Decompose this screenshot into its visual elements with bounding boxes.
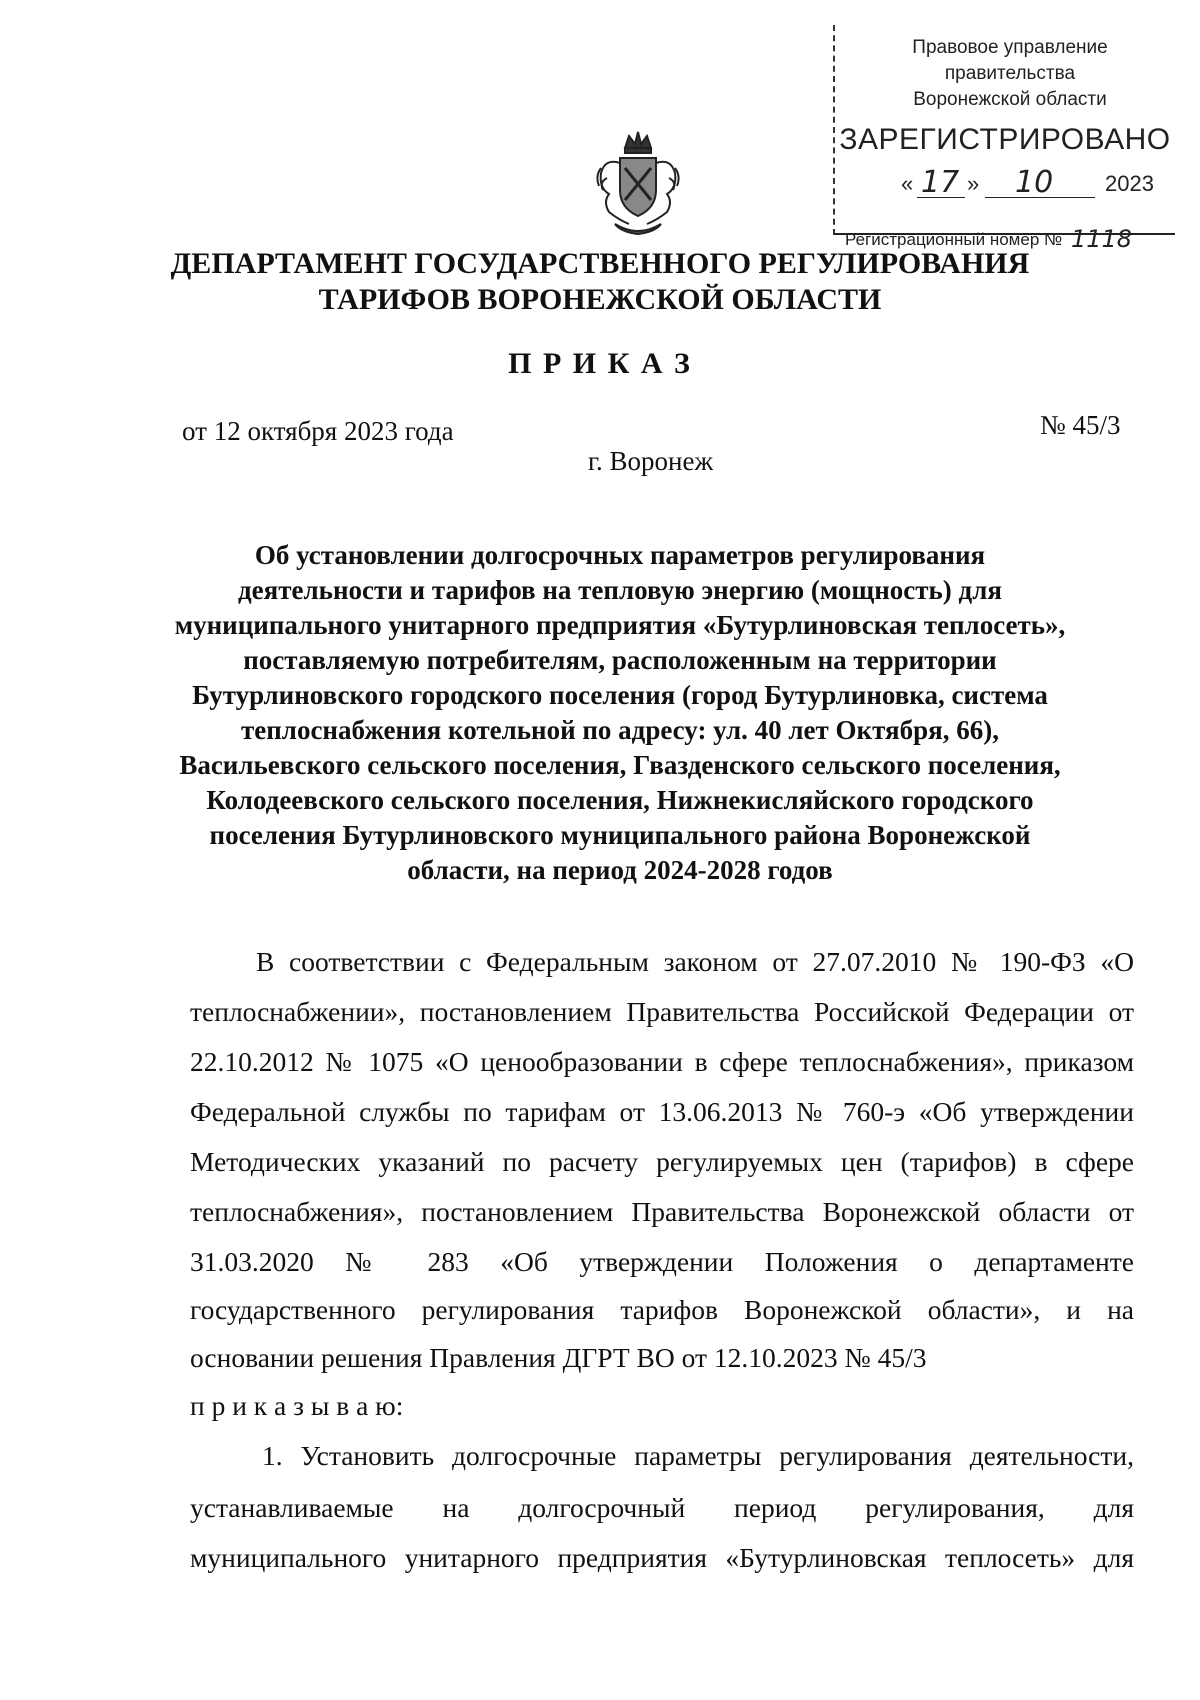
stamp-date-open-quote: « bbox=[901, 171, 914, 196]
preamble-line: теплоснабжении», постановлением Правительства Российской Федерации от bbox=[190, 996, 1134, 1027]
item-line: муниципального унитарного предприятия «Бутурлиновская теплосеть» для bbox=[190, 1542, 1134, 1573]
item-line: 1. Установить долгосрочные параметры регулирования деятельности, bbox=[262, 1440, 1134, 1471]
stamp-org-line2: Воронежской области bbox=[913, 89, 1107, 110]
coat-of-arms-icon bbox=[595, 128, 681, 238]
item-line: устанавливаемые на долгосрочный период регулирования, для bbox=[190, 1492, 1134, 1523]
title-line: муниципального унитарного предприятия «Бутурлиновская теплосеть», bbox=[174, 610, 1066, 640]
title-line: Колодеевского сельского поселения, Нижнекисляйского городского bbox=[206, 785, 1034, 815]
stamp-registered: ЗАРЕГИСТРИРОВАНО bbox=[839, 123, 1171, 156]
preamble-line: теплоснабжения», постановлением Правительства Воронежской области от bbox=[190, 1196, 1134, 1227]
document-city: г. Воронеж bbox=[588, 446, 714, 476]
preamble-line: Федеральной службы по тарифам от 13.06.2013 № 760-э «Об утверждении bbox=[190, 1096, 1134, 1127]
preamble-line: 22.10.2012 № 1075 «О ценообразовании в сфере теплоснабжения», приказом bbox=[190, 1046, 1134, 1077]
preamble-line: Методических указаний по расчету регулируемых цен (тарифов) в сфере bbox=[190, 1146, 1134, 1177]
stamp-date bbox=[855, 165, 1175, 207]
title-line: Об установлении долгосрочных параметров регулирования bbox=[254, 540, 986, 570]
document-number: № 45/3 bbox=[1040, 410, 1121, 440]
department-line2: ТАРИФОВ ВОРОНЕЖСКОЙ ОБЛАСТИ bbox=[318, 283, 882, 316]
preamble-line: основании решения Правления ДГРТ ВО от 12.10.2023 № 45/3 bbox=[190, 1342, 927, 1373]
stamp-date-day: 17 bbox=[921, 165, 960, 200]
title-line: деятельности и тарифов на тепловую энергию (мощность) для bbox=[238, 575, 1002, 605]
title-line: поселения Бутурлиновского муниципального района Воронежской bbox=[209, 820, 1031, 850]
stamp-date-year: 2023 bbox=[1105, 171, 1154, 196]
title-line: теплоснабжения котельной по адресу: ул. 40 лет Октября, 66), bbox=[241, 715, 999, 745]
stamp-reg-number-label: Регистрационный номер № bbox=[845, 230, 1063, 249]
preamble-line: В соответствии с Федеральным законом от 27.07.2010 № 190-ФЗ «О bbox=[256, 946, 1134, 977]
title-line: области, на период 2024-2028 годов bbox=[407, 855, 833, 885]
stamp-org-line1: Правовое управление правительства bbox=[912, 37, 1108, 84]
preamble-line: государственного регулирования тарифов Воронежской области», и на bbox=[190, 1294, 1134, 1325]
title-line: Васильевского сельского поселения, Гвазденского сельского поселения, bbox=[179, 750, 1061, 780]
stamp-reg-number-value: 1118 bbox=[1070, 225, 1133, 253]
department-line1: ДЕПАРТАМЕНТ ГОСУДАРСТВЕННОГО РЕГУЛИРОВАНИЯ bbox=[170, 247, 1030, 280]
order-word: п р и к а з ы в а ю: bbox=[190, 1390, 404, 1421]
stamp-organization bbox=[845, 35, 1175, 113]
title-line: поставляемую потребителям, расположенным на территории bbox=[243, 645, 997, 675]
document-type: П Р И К А З bbox=[508, 347, 692, 380]
document-date: от 12 октября 2023 года bbox=[182, 416, 454, 446]
document-title bbox=[150, 538, 1090, 888]
stamp-date-close-quote: » bbox=[967, 171, 980, 196]
title-line: Бутурлиновского городского поселения (город Бутурлиновка, система bbox=[192, 680, 1048, 710]
registration-stamp bbox=[833, 25, 1175, 253]
stamp-date-month: 10 bbox=[1015, 165, 1054, 200]
department-name bbox=[0, 246, 1200, 318]
preamble-line: 31.03.2020 № 283 «Об утверждении Положения о департаменте bbox=[190, 1246, 1134, 1277]
